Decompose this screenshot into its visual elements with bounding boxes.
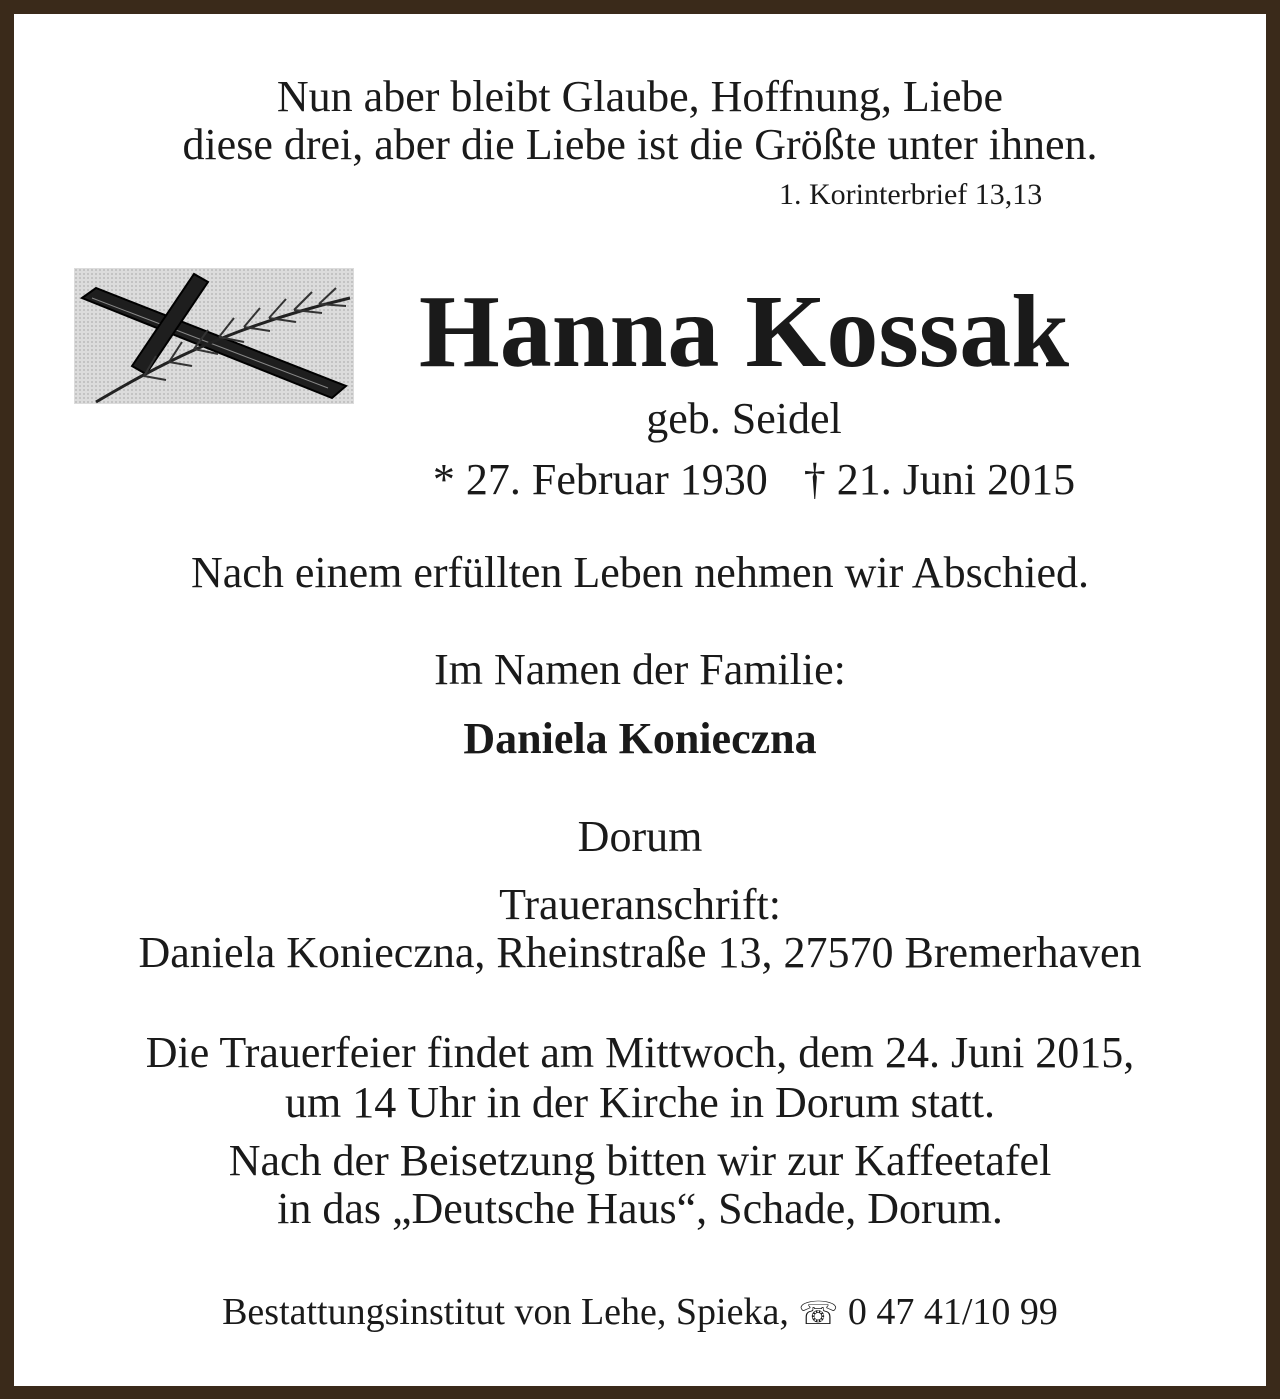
verse-line-1: Nun aber bleibt Glaube, Hoffnung, Liebe — [276, 72, 1004, 121]
address-label: Traueranschrift: — [499, 880, 781, 929]
address-value: Daniela Konieczna, Rheinstraße 13, 27570 Bremerhaven — [138, 928, 1142, 977]
life-dates — [384, 450, 1124, 510]
ceremony-line-4: in das „Deutsche Haus“, Schade, Dorum. — [277, 1184, 1003, 1233]
death-date: † 21. Juni 2015 — [803, 455, 1076, 504]
undertaker-phone: 0 47 41/10 99 — [847, 1291, 1058, 1333]
farewell-line: Nach einem erfüllten Leben nehmen wir Abschied. — [190, 548, 1089, 597]
ceremony-line-2: um 14 Uhr in der Kirche in Dorum statt. — [285, 1078, 995, 1127]
deceased-name: Hanna Kossak — [418, 274, 1070, 389]
ceremony-line-1: Die Trauerfeier findet am Mittwoch, dem 24. Juni 2015, — [145, 1028, 1135, 1077]
family-place: Dorum — [577, 812, 703, 861]
family-name: Daniela Konieczna — [463, 714, 817, 763]
undertaker-line — [14, 1290, 1266, 1335]
telephone-icon: ☏ — [798, 1294, 839, 1332]
maiden-name: geb. Seidel — [646, 394, 842, 443]
ceremony-line-3: Nach der Beisetzung bitten wir zur Kaffeetafel — [228, 1136, 1052, 1185]
cross-and-palm-icon — [74, 268, 354, 404]
verse-line-2: diese drei, aber die Liebe ist die Größte unter ihnen. — [182, 120, 1098, 169]
birth-date: * 27. Februar 1930 — [432, 455, 768, 504]
obituary-notice — [14, 14, 1266, 1386]
verse-reference: 1. Korinterbrief 13,13 — [779, 178, 1043, 211]
undertaker-name: Bestattungsinstitut von Lehe, Spieka, — [222, 1291, 789, 1333]
family-intro: Im Namen der Familie: — [434, 645, 846, 694]
